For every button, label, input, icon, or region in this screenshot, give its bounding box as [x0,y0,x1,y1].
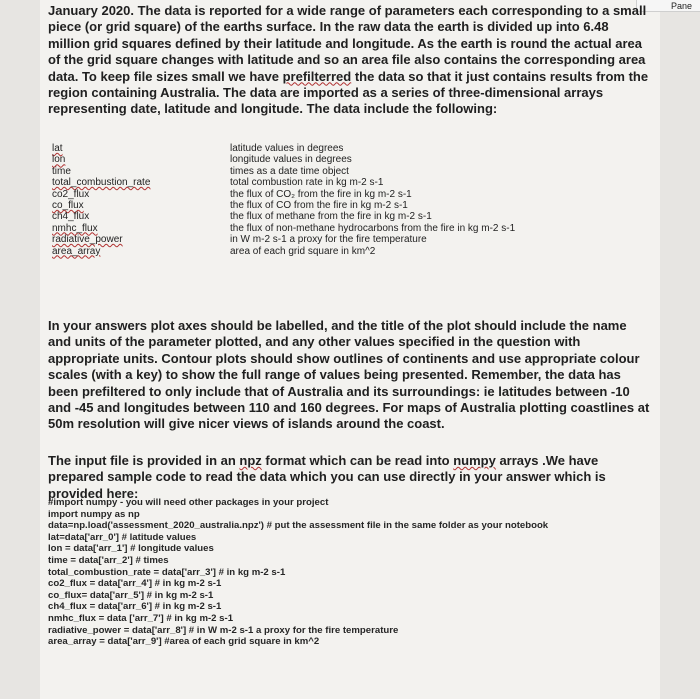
variable-description: the flux of non-methane hydrocarbons from the fire in kg m-2 s-1 [230,222,516,234]
intro-paragraph: January 2020. The data is reported for a wide range of parameters each corresponding to a small piece (or grid square) of the earths surface. In the raw data the earth is divided up into 6.48 million grid squares defined by their latitude and longitude. As the earth is round the actual area of the grid square changes with latitude and so an area file also contains the corresponding area data. To keep file sizes small we have prefilterred the data so that it just contains results from the region containing Australia. The data are imported as a series of three-dimensional arrays representing date, latitude and longitude. The data include the following: [48,3,649,117]
variable-name: lat [52,143,63,154]
variable-name: co_flux [52,199,84,211]
variable-row [52,143,612,154]
variable-name: nmhc_flux [52,222,98,234]
variable-description: total combustion rate in kg m-2 s-1 [230,177,384,189]
code-line: co_flux= data['arr_5'] # in kg m-2 s-1 [48,589,214,601]
variable-name: total_combustion_rate [52,177,151,189]
variable-description: times as a date time object [230,165,349,177]
variable-description: the flux of CO from the fire in kg m-2 s-1 [230,199,408,211]
variable-name: time [52,165,71,177]
code-line: co2_flux = data['arr_4'] # in kg m-2 s-1 [48,578,222,590]
variable-row [52,154,612,165]
code-line: nmhc_flux = data ['arr_7'] # in kg m-2 s-1 [48,612,234,624]
pane-tab[interactable]: Pane [636,0,700,12]
variable-row [52,166,612,177]
variable-row [52,246,612,257]
code-line: time = data['arr_2'] # times [48,554,169,566]
code-line: total_combustion_rate = data['arr_3'] # in kg m-2 s-1 [48,566,286,578]
variable-row [52,177,612,188]
variable-row [52,223,612,234]
variable-row [52,200,612,211]
sample-code-block [48,497,652,648]
variable-name: lon [52,154,66,166]
code-line: radiative_power = data['arr_8'] # in W m-2 s-1 a proxy for the fire temperature [48,624,399,636]
code-line: lat=data['arr_0'] # latitude values [48,531,197,543]
variable-description: the flux of CO₂ from the fire in kg m-2 s-1 [230,188,412,200]
variable-row [52,211,612,222]
variable-name: area_array [52,245,101,257]
variable-description: the flux of methane from the fire in kg m-2 s-1 [230,211,432,223]
code-line: import numpy as np [48,508,140,520]
code-line: data=np.load('assessment_2020_australia.npz') # put the assessment file in the same folder as your notebook [48,520,549,532]
variable-description: longitude values in degrees [230,154,352,166]
code-line: #import numpy - you will need other packages in your project [48,497,329,508]
variable-name: ch4_flux [52,211,90,223]
variable-name: co2_flux [52,188,90,200]
code-line: area_array = data['arr_9'] #area of each grid square in km^2 [48,636,320,648]
variable-description: area of each grid square in km^2 [230,245,376,257]
variable-list [52,143,612,257]
code-line: ch4_flux = data['arr_6'] # in kg m-2 s-1 [48,601,222,613]
variable-description: in W m-2 s-1 a proxy for the fire temperature [230,234,427,246]
code-line: lon = data['arr_1'] # longitude values [48,543,214,555]
input-file-paragraph: The input file is provided in an npz format which can be read into numpy arrays .We have prepared sample code to read the data which you can use directly in your answer which is provided here: [48,453,606,501]
variable-name: radiative_power [52,234,123,246]
instructions-paragraph: In your answers plot axes should be labelled, and the title of the plot should include the name and units of the parameter plotted, and any other values specified in the question with appropriate units. Contour plots should show outlines of continents and use appropriate colour scales (with a key) to show the full range of values being presented. Remember, the data has been prefiltered to only include that of Australia and its surroundings: ie latitudes between -10 and -45 and longitudes between 110 and 160 degrees. For maps of Australia plotting coastlines at 50m resolution will give nicer views of islands around the coast. [48,318,650,432]
variable-row [52,189,612,200]
variable-description: latitude values in degrees [230,143,344,154]
variable-row [52,234,612,245]
